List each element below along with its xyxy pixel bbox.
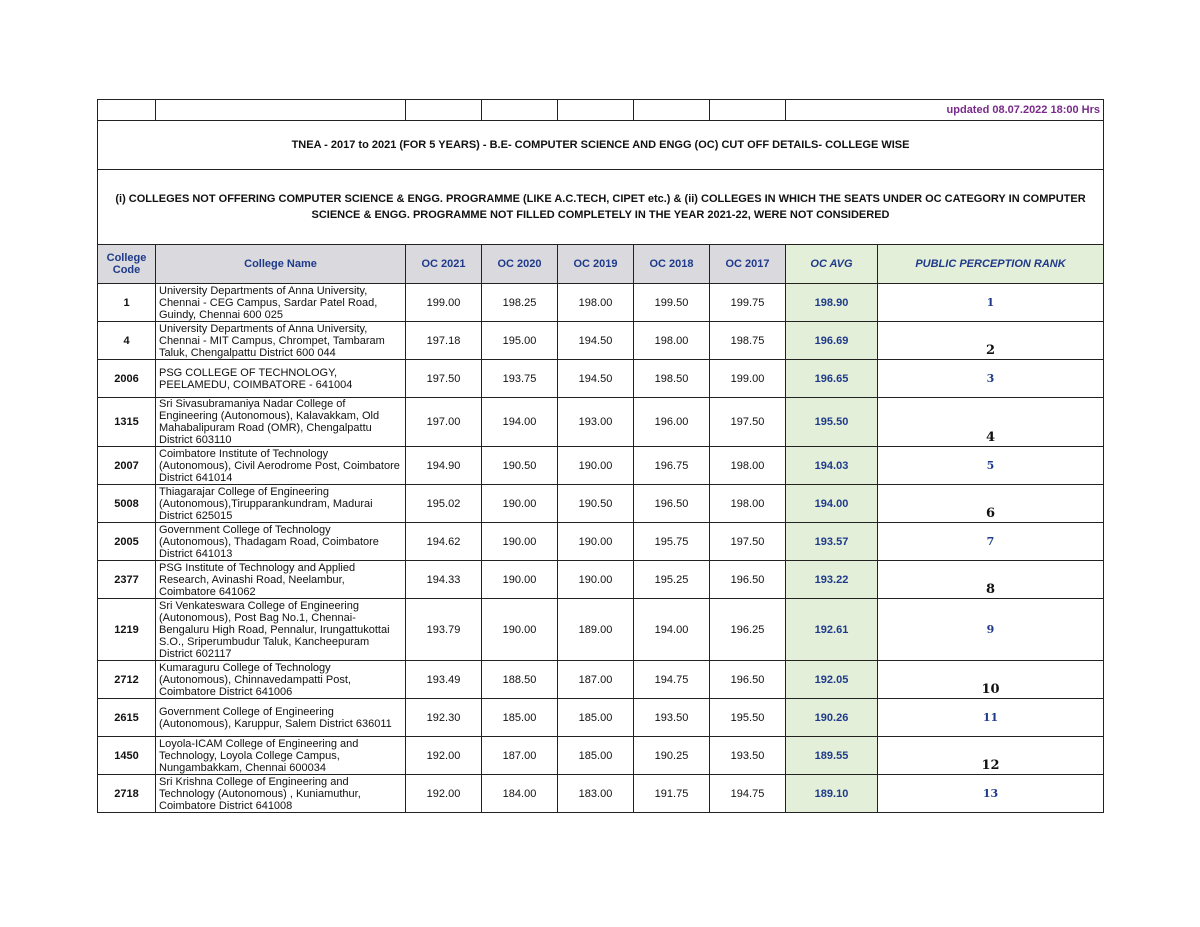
college-name-cell: PSG COLLEGE OF TECHNOLOGY, PEELAMEDU, COIMBATORE - 641004	[156, 360, 406, 398]
oc-2019-cell: 183.00	[558, 775, 634, 813]
rank-cell: 13	[878, 775, 1104, 813]
oc-2021-cell: 192.00	[406, 775, 482, 813]
cutoff-table	[97, 99, 1104, 813]
college-name-cell: Loyola-ICAM College of Engineering and Technology, Loyola College Campus, Nungambakkam, Chennai 600034	[156, 737, 406, 775]
header-college-code: College Code	[98, 245, 156, 284]
rank-cell: 2	[878, 322, 1104, 360]
oc-2017-cell: 198.00	[710, 447, 786, 485]
oc-2019-cell: 190.00	[558, 523, 634, 561]
oc-2017-cell: 196.25	[710, 599, 786, 661]
table-row	[98, 523, 1104, 561]
header-oc-2017: OC 2017	[710, 245, 786, 284]
oc-2018-cell: 195.75	[634, 523, 710, 561]
oc-avg-cell: 195.50	[786, 398, 878, 447]
oc-avg-cell: 192.61	[786, 599, 878, 661]
oc-2017-cell: 194.75	[710, 775, 786, 813]
oc-2021-cell: 197.18	[406, 322, 482, 360]
college-code-cell: 2377	[98, 561, 156, 599]
college-code-cell: 2006	[98, 360, 156, 398]
college-name-cell: Sri Sivasubramaniya Nadar College of Engineering (Autonomous), Kalavakkam, Old Mahabalipuram Road (OMR), Chengalpattu District 603110	[156, 398, 406, 447]
oc-2017-cell: 199.75	[710, 284, 786, 322]
oc-2020-cell: 190.00	[482, 485, 558, 523]
oc-2017-cell: 197.50	[710, 523, 786, 561]
header-oc-avg: OC AVG	[786, 245, 878, 284]
oc-avg-cell: 194.03	[786, 447, 878, 485]
header-college-name: College Name	[156, 245, 406, 284]
rank-cell: 4	[878, 398, 1104, 447]
college-code-cell: 1219	[98, 599, 156, 661]
oc-2017-cell: 196.50	[710, 661, 786, 699]
exclusion-note: (i) COLLEGES NOT OFFERING COMPUTER SCIENCE & ENGG. PROGRAMME (LIKE A.C.TECH, CIPET etc.) & (ii) COLLEGES IN WHICH THE SEATS UNDER OC CATEGORY IN COMPUTER SCIENCE & ENGG. PROGRAMME NOT FILLED COMPLETELY IN THE YEAR 2021-22, WERE NOT CONSIDERED	[98, 170, 1104, 245]
college-code-cell: 4	[98, 322, 156, 360]
header-oc-2020: OC 2020	[482, 245, 558, 284]
oc-2021-cell: 192.00	[406, 737, 482, 775]
oc-avg-cell: 193.22	[786, 561, 878, 599]
college-code-cell: 2712	[98, 661, 156, 699]
college-code-cell: 1450	[98, 737, 156, 775]
college-name-cell: Sri Venkateswara College of Engineering (Autonomous), Post Bag No.1, Chennai-Bengaluru High Road, Pennalur, Irungattukottai S.O., Sriperumbudur Taluk, Kancheepuram District 602117	[156, 599, 406, 661]
college-code-cell: 1315	[98, 398, 156, 447]
oc-2018-cell: 196.50	[634, 485, 710, 523]
oc-2021-cell: 197.50	[406, 360, 482, 398]
college-name-cell: Coimbatore Institute of Technology (Autonomous), Civil Aerodrome Post, Coimbatore District 641014	[156, 447, 406, 485]
oc-avg-cell: 194.00	[786, 485, 878, 523]
oc-2021-cell: 199.00	[406, 284, 482, 322]
table-row	[98, 284, 1104, 322]
table-row	[98, 360, 1104, 398]
oc-2020-cell: 184.00	[482, 775, 558, 813]
oc-avg-cell: 196.69	[786, 322, 878, 360]
table-row	[98, 737, 1104, 775]
oc-2021-cell: 193.49	[406, 661, 482, 699]
oc-2020-cell: 190.50	[482, 447, 558, 485]
rank-cell: 9	[878, 599, 1104, 661]
rank-cell: 3	[878, 360, 1104, 398]
rank-cell: 6	[878, 485, 1104, 523]
college-name-cell: Government College of Engineering (Autonomous), Karuppur, Salem District 636011	[156, 699, 406, 737]
oc-2021-cell: 193.79	[406, 599, 482, 661]
oc-2019-cell: 185.00	[558, 699, 634, 737]
document-title: TNEA - 2017 to 2021 (FOR 5 YEARS) - B.E- COMPUTER SCIENCE AND ENGG (OC) CUT OFF DETAILS- COLLEGE WISE	[98, 121, 1104, 170]
oc-2019-cell: 194.50	[558, 322, 634, 360]
college-code-cell: 1	[98, 284, 156, 322]
oc-avg-cell: 190.26	[786, 699, 878, 737]
oc-2017-cell: 195.50	[710, 699, 786, 737]
oc-2018-cell: 191.75	[634, 775, 710, 813]
oc-2017-cell: 198.00	[710, 485, 786, 523]
oc-2019-cell: 194.50	[558, 360, 634, 398]
oc-2021-cell: 194.33	[406, 561, 482, 599]
college-name-cell: Kumaraguru College of Technology (Autonomous), Chinnavedampatti Post, Coimbatore District 641006	[156, 661, 406, 699]
oc-2021-cell: 195.02	[406, 485, 482, 523]
oc-2020-cell: 193.75	[482, 360, 558, 398]
oc-2018-cell: 190.25	[634, 737, 710, 775]
oc-2021-cell: 192.30	[406, 699, 482, 737]
oc-2018-cell: 194.00	[634, 599, 710, 661]
college-name-cell: Thiagarajar College of Engineering (Autonomous),Tirupparankundram, Madurai District 625015	[156, 485, 406, 523]
oc-2019-cell: 190.50	[558, 485, 634, 523]
oc-2017-cell: 198.75	[710, 322, 786, 360]
oc-avg-cell: 198.90	[786, 284, 878, 322]
header-oc-2019: OC 2019	[558, 245, 634, 284]
table-row	[98, 561, 1104, 599]
top-blank-row	[98, 100, 1104, 121]
college-code-cell: 2005	[98, 523, 156, 561]
rank-cell: 10	[878, 661, 1104, 699]
oc-2018-cell: 199.50	[634, 284, 710, 322]
oc-2021-cell: 194.62	[406, 523, 482, 561]
oc-2018-cell: 194.75	[634, 661, 710, 699]
college-name-cell: Sri Krishna College of Engineering and Technology (Autonomous) , Kuniamuthur, Coimbatore District 641008	[156, 775, 406, 813]
oc-2019-cell: 190.00	[558, 561, 634, 599]
rank-cell: 5	[878, 447, 1104, 485]
oc-2020-cell: 190.00	[482, 561, 558, 599]
oc-2018-cell: 198.00	[634, 322, 710, 360]
oc-2020-cell: 187.00	[482, 737, 558, 775]
header-row	[98, 245, 1104, 284]
rank-cell: 1	[878, 284, 1104, 322]
oc-avg-cell: 189.10	[786, 775, 878, 813]
table-row	[98, 775, 1104, 813]
oc-2017-cell: 193.50	[710, 737, 786, 775]
oc-2020-cell: 195.00	[482, 322, 558, 360]
college-name-cell: University Departments of Anna University, Chennai - CEG Campus, Sardar Patel Road, Guindy, Chennai 600 025	[156, 284, 406, 322]
table-row	[98, 447, 1104, 485]
table-row	[98, 661, 1104, 699]
header-oc-2021: OC 2021	[406, 245, 482, 284]
college-code-cell: 2718	[98, 775, 156, 813]
oc-2018-cell: 198.50	[634, 360, 710, 398]
oc-2020-cell: 198.25	[482, 284, 558, 322]
oc-2019-cell: 187.00	[558, 661, 634, 699]
oc-2020-cell: 185.00	[482, 699, 558, 737]
college-name-cell: Government College of Technology (Autonomous), Thadagam Road, Coimbatore District 641013	[156, 523, 406, 561]
oc-2019-cell: 190.00	[558, 447, 634, 485]
header-oc-2018: OC 2018	[634, 245, 710, 284]
oc-avg-cell: 192.05	[786, 661, 878, 699]
title-row	[98, 121, 1104, 170]
oc-avg-cell: 193.57	[786, 523, 878, 561]
oc-2017-cell: 196.50	[710, 561, 786, 599]
oc-avg-cell: 196.65	[786, 360, 878, 398]
college-name-cell: PSG Institute of Technology and Applied Research, Avinashi Road, Neelambur, Coimbatore 641062	[156, 561, 406, 599]
note-row	[98, 170, 1104, 245]
oc-2019-cell: 189.00	[558, 599, 634, 661]
oc-2021-cell: 197.00	[406, 398, 482, 447]
oc-2018-cell: 195.25	[634, 561, 710, 599]
rank-cell: 12	[878, 737, 1104, 775]
college-code-cell: 2007	[98, 447, 156, 485]
oc-2017-cell: 197.50	[710, 398, 786, 447]
oc-2020-cell: 190.00	[482, 523, 558, 561]
rank-cell: 8	[878, 561, 1104, 599]
oc-2019-cell: 193.00	[558, 398, 634, 447]
oc-2018-cell: 196.00	[634, 398, 710, 447]
college-name-cell: University Departments of Anna University, Chennai - MIT Campus, Chrompet, Tambaram Taluk, Chengalpattu District 600 044	[156, 322, 406, 360]
oc-2018-cell: 196.75	[634, 447, 710, 485]
oc-2017-cell: 199.00	[710, 360, 786, 398]
college-code-cell: 5008	[98, 485, 156, 523]
oc-2018-cell: 193.50	[634, 699, 710, 737]
oc-2021-cell: 194.90	[406, 447, 482, 485]
table-row	[98, 322, 1104, 360]
rank-cell: 7	[878, 523, 1104, 561]
oc-2019-cell: 185.00	[558, 737, 634, 775]
table-row	[98, 599, 1104, 661]
updated-timestamp: updated 08.07.2022 18:00 Hrs	[786, 100, 1104, 121]
oc-2019-cell: 198.00	[558, 284, 634, 322]
header-public-perception-rank: PUBLIC PERCEPTION RANK	[878, 245, 1104, 284]
table-row	[98, 699, 1104, 737]
oc-2020-cell: 190.00	[482, 599, 558, 661]
table-row	[98, 398, 1104, 447]
oc-2020-cell: 188.50	[482, 661, 558, 699]
rank-cell: 11	[878, 699, 1104, 737]
oc-avg-cell: 189.55	[786, 737, 878, 775]
oc-2020-cell: 194.00	[482, 398, 558, 447]
college-code-cell: 2615	[98, 699, 156, 737]
table-row	[98, 485, 1104, 523]
